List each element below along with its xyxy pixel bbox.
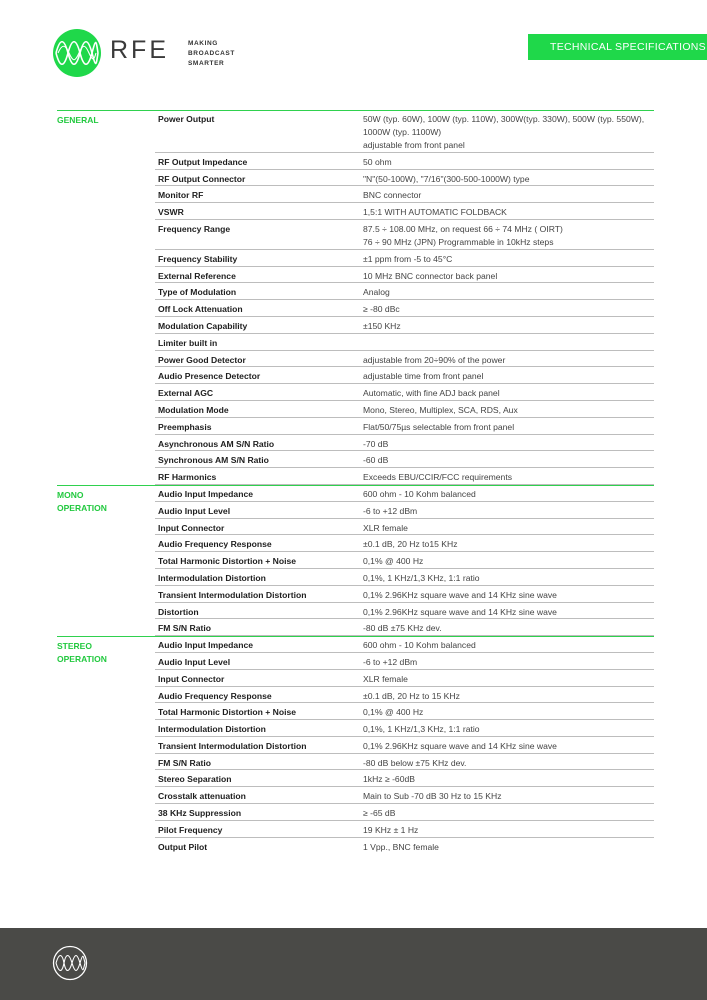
page-header [0, 0, 707, 100]
spec-value: -6 to +12 dBm [363, 656, 418, 667]
spec-value: Exceeds EBU/CCIR/FCC requirements [363, 472, 513, 483]
spec-parameter: RF Output Connector [158, 173, 246, 184]
spec-parameter: Audio Input Level [158, 505, 231, 516]
spec-parameter: Audio Presence Detector [158, 371, 261, 382]
spec-parameter: Audio Input Level [158, 656, 231, 667]
spec-row [155, 619, 654, 636]
spec-value: -60 dB [363, 455, 389, 466]
brand-name: RFE [110, 36, 169, 64]
spec-row [155, 502, 654, 519]
spec-parameter: Total Harmonic Distortion + Noise [158, 556, 297, 567]
spec-value: Analog [363, 287, 390, 298]
spec-value: 0,1% 2.96KHz square wave and 14 KHz sine wave [363, 589, 557, 600]
spec-value: XLR female [363, 673, 408, 684]
spec-row [155, 401, 654, 418]
spec-row [155, 636, 654, 653]
spec-row [155, 334, 654, 351]
spec-parameter: RF Output Impedance [158, 156, 248, 167]
spec-parameter: Distortion [158, 606, 199, 617]
spec-row [155, 754, 654, 771]
spec-parameter: Intermodulation Distortion [158, 724, 266, 735]
spec-parameter: Input Connector [158, 673, 225, 684]
spec-value: 600 ohm - 10 Kohm balanced [363, 488, 476, 499]
spec-parameter: Power Output [158, 114, 215, 124]
spec-parameter: External Reference [158, 270, 236, 281]
spec-value: 0,1% @ 400 Hz [363, 707, 424, 718]
spec-row [155, 153, 654, 170]
spec-section [0, 485, 707, 636]
spec-value: -70 dB [363, 438, 389, 449]
page-footer [0, 928, 707, 1000]
spec-parameter: Modulation Mode [158, 404, 229, 415]
spec-value: -80 dB ±75 KHz dev. [363, 623, 442, 634]
spec-value: adjustable time from front panel [363, 371, 484, 382]
spec-value: -6 to +12 dBm [363, 505, 418, 516]
spec-row [155, 418, 654, 435]
spec-value: 50 ohm [363, 156, 392, 167]
spec-row [155, 220, 654, 250]
spec-row [155, 170, 654, 187]
spec-parameter: Limiter built in [158, 337, 218, 348]
spec-value: Automatic, with fine ADJ back panel [363, 388, 500, 399]
spec-row [155, 770, 654, 787]
spec-row [155, 569, 654, 586]
spec-row [155, 485, 654, 502]
spec-parameter: Asynchronous AM S/N Ratio [158, 438, 275, 449]
spec-value: "N"(50-100W), "7/16"(300-500-1000W) type [363, 173, 530, 184]
spec-parameter: Frequency Stability [158, 253, 238, 264]
spec-parameter: Monitor RF [158, 190, 204, 201]
spec-parameter: Preemphasis [158, 421, 212, 432]
spec-value: 0,1% 2.96KHz square wave and 14 KHz sine wave [363, 606, 557, 617]
spec-parameter: Synchronous AM S/N Ratio [158, 455, 269, 466]
spec-parameter: Intermodulation Distortion [158, 572, 266, 583]
rfe-logo-icon [52, 28, 102, 78]
spec-parameter: Audio Input Impedance [158, 640, 254, 651]
spec-row [155, 317, 654, 334]
spec-parameter: Audio Input Impedance [158, 488, 254, 499]
spec-row [155, 603, 654, 620]
spec-value: Flat/50/75µs selectable from front panel [363, 421, 515, 432]
spec-row [155, 283, 654, 300]
spec-value [363, 334, 654, 350]
spec-parameter: 38 KHz Suppression [158, 808, 242, 819]
spec-value: 0,1%, 1 KHz/1,3 KHz, 1:1 ratio [363, 572, 480, 583]
spec-row [155, 720, 654, 737]
spec-parameter: Input Connector [158, 522, 225, 533]
spec-parameter: Frequency Range [158, 223, 231, 234]
spec-parameter: Modulation Capability [158, 320, 248, 331]
footer-logo-icon [52, 945, 88, 981]
spec-parameter: Transient Intermodulation Distortion [158, 740, 307, 751]
spec-row [155, 351, 654, 368]
spec-row [155, 300, 654, 317]
spec-parameter: Pilot Frequency [158, 824, 223, 835]
spec-parameter: Transient Intermodulation Distortion [158, 589, 307, 600]
spec-parameter: Power Good Detector [158, 354, 246, 365]
spec-parameter: VSWR [158, 207, 184, 218]
spec-row [155, 737, 654, 754]
spec-value: ±0.1 dB, 20 Hz to15 KHz [363, 539, 458, 550]
spec-value: 0,1%, 1 KHz/1,3 KHz, 1:1 ratio [363, 724, 480, 735]
spec-row [155, 384, 654, 401]
spec-value: 50W (typ. 60W), 100W (typ. 110W), 300W(typ. 330W), 500W (typ. 550W), 1000W (typ. 1100W) adjustable from front panel [363, 114, 645, 150]
spec-value: ≥ -65 dB [363, 808, 396, 819]
spec-value: 1 Vpp., BNC female [363, 841, 439, 852]
spec-value: ±0.1 dB, 20 Hz to 15 KHz [363, 690, 460, 701]
spec-row [155, 435, 654, 452]
spec-value: 0,1% @ 400 Hz [363, 556, 424, 567]
spec-parameter: Stereo Separation [158, 774, 232, 785]
spec-value: 1,5:1 WITH AUTOMATIC FOLDBACK [363, 207, 507, 218]
spec-parameter: FM S/N Ratio [158, 623, 211, 634]
section-label: GENERAL [57, 115, 99, 125]
spec-section [0, 110, 707, 485]
section-label: STEREO OPERATION [57, 641, 107, 665]
spec-value: 10 MHz BNC connector back panel [363, 270, 498, 281]
spec-row [155, 110, 654, 153]
spec-value: XLR female [363, 522, 408, 533]
spec-value: 87.5 ÷ 108.00 MHz, on request 66 ÷ 74 MHz ( OIRT) 76 ÷ 90 MHz (JPN) Programmable in 10kHz steps [363, 223, 563, 247]
spec-row [155, 821, 654, 838]
spec-parameter: Total Harmonic Distortion + Noise [158, 707, 297, 718]
spec-value: Mono, Stereo, Multiplex, SCA, RDS, Aux [363, 404, 518, 415]
spec-value: -80 dB below ±75 KHz dev. [363, 757, 467, 768]
spec-row [155, 653, 654, 670]
spec-section [0, 636, 707, 854]
spec-parameter: External AGC [158, 388, 214, 399]
spec-value: Main to Sub -70 dB 30 Hz to 15 KHz [363, 791, 502, 802]
spec-value: ≥ -80 dBc [363, 304, 400, 315]
spec-row [155, 367, 654, 384]
spec-row [155, 519, 654, 536]
spec-value: 0,1% 2.96KHz square wave and 14 KHz sine wave [363, 740, 557, 751]
section-label: MONO OPERATION [57, 489, 107, 513]
spec-value: adjustable from 20÷90% of the power [363, 354, 506, 365]
spec-row [155, 250, 654, 267]
spec-value: ±150 KHz [363, 320, 401, 331]
spec-row [155, 267, 654, 284]
spec-parameter: Off Lock Attenuation [158, 304, 243, 315]
spec-value: 600 ohm - 10 Kohm balanced [363, 640, 476, 651]
spec-row [155, 468, 654, 485]
brand-tagline: MAKING BROADCAST SMARTER [188, 40, 235, 67]
spec-parameter: Type of Modulation [158, 287, 237, 298]
spec-parameter: Audio Frequency Response [158, 539, 272, 550]
spec-row [155, 186, 654, 203]
spec-parameter: Audio Frequency Response [158, 690, 272, 701]
spec-row [155, 203, 654, 220]
spec-parameter: FM S/N Ratio [158, 757, 211, 768]
spec-table [0, 110, 707, 854]
spec-row [155, 451, 654, 468]
spec-row [155, 787, 654, 804]
spec-value: ±1 ppm from -5 to 45°C [363, 253, 453, 264]
spec-row [155, 838, 654, 855]
spec-row [155, 703, 654, 720]
spec-row [155, 687, 654, 704]
spec-value: 19 KHz ± 1 Hz [363, 824, 419, 835]
spec-value: 1kHz ≥ -60dB [363, 774, 416, 785]
section-badge: TECHNICAL SPECIFICATIONS [528, 34, 707, 60]
spec-row [155, 586, 654, 603]
spec-row [155, 535, 654, 552]
spec-row [155, 804, 654, 821]
spec-value: BNC connector [363, 190, 422, 201]
spec-row [155, 552, 654, 569]
spec-parameter: RF Harmonics [158, 472, 217, 483]
spec-parameter: Crosstalk attenuation [158, 791, 246, 802]
spec-parameter: Output Pilot [158, 841, 208, 852]
spec-row [155, 670, 654, 687]
